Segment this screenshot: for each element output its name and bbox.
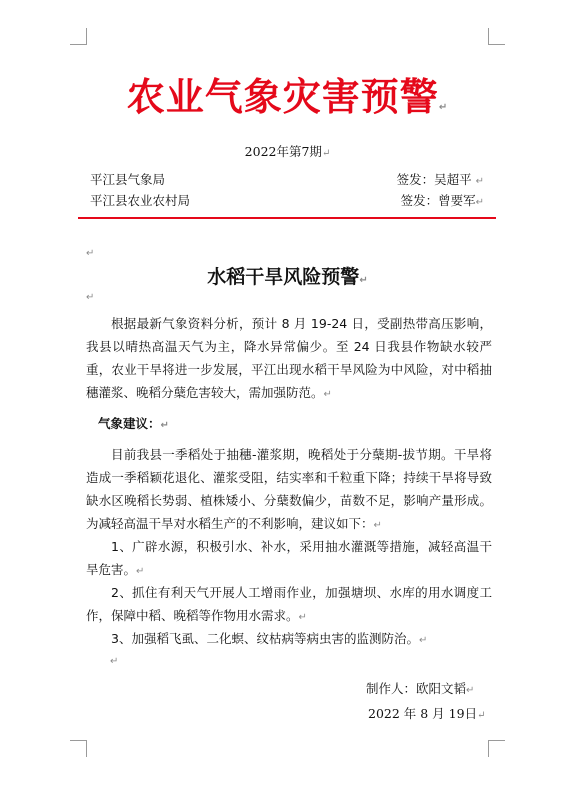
date-text: 2022 年 8 月 19日 bbox=[368, 706, 478, 721]
advice-paragraph[interactable] bbox=[86, 443, 492, 537]
paragraph-mark-icon: ↵ bbox=[373, 520, 382, 531]
paragraph-mark-icon: ↵ bbox=[477, 710, 486, 721]
paragraph-mark-icon: ↵ bbox=[418, 635, 428, 646]
paragraph-mark-icon: ↵ bbox=[160, 420, 169, 431]
paragraph-mark-icon: ↵ bbox=[438, 102, 449, 113]
advice-item-1[interactable] bbox=[86, 535, 492, 583]
advice-item-3[interactable] bbox=[86, 627, 492, 652]
issuer-2: 平江县农业农村局 bbox=[90, 193, 191, 208]
crop-mark-bottom-right bbox=[488, 740, 505, 757]
advice-text: 目前我县一季稻处于抽穗-灌浆期，晚稻处于分蘖期-拔节期。干旱将造成一季稻颖花退化、灌浆受阻，结实率和千粒重下降；持续干旱将导致缺水区晚稻长势弱、植株矮小、分蘖数偏少，苗数不足，影响产量形成。为减轻高温干旱对水稻生产的不利影响，建议如下： bbox=[86, 447, 492, 531]
paragraph-mark-icon: ↵ bbox=[86, 292, 95, 303]
paragraph-mark-icon: ↵ bbox=[136, 566, 145, 577]
paragraph-mark-icon: ↵ bbox=[323, 389, 332, 400]
document-title[interactable] bbox=[0, 74, 575, 131]
author-text: 制作人：欧阳文韬 bbox=[366, 681, 467, 696]
paragraph-mark-icon: ↵ bbox=[475, 176, 484, 187]
issue-text: 2022年第7期 bbox=[244, 144, 322, 159]
item-2-text: 2、抓住有利天气开展人工增雨作业，加强塘坝、水库的用水调度工作，保障中稻、晚稻等作物用水需求。 bbox=[86, 585, 492, 623]
author-line[interactable] bbox=[366, 679, 474, 697]
signer-2: 签发：曾要军↵ bbox=[400, 193, 484, 208]
paragraph-mark-icon: ↵ bbox=[359, 275, 368, 286]
paragraph-mark-icon: ↵ bbox=[110, 656, 119, 667]
intro-paragraph[interactable] bbox=[86, 312, 492, 406]
paragraph-mark-icon: ↵ bbox=[466, 685, 475, 696]
paragraph-mark-icon: ↵ bbox=[321, 148, 331, 159]
red-separator-line bbox=[78, 217, 496, 219]
advice-item-2[interactable] bbox=[86, 581, 492, 629]
paragraph-mark-icon: ↵ bbox=[298, 612, 307, 623]
item-3-text: 3、加强稻飞虱、二化螟、纹枯病等病虫害的监测防治。 bbox=[111, 631, 419, 646]
heading-text: 水稻干旱风险预警 bbox=[207, 266, 360, 288]
issue-number[interactable] bbox=[0, 142, 575, 160]
title-text: 农业气象灾害预警 bbox=[126, 75, 439, 119]
paragraph-mark-icon: ↵ bbox=[475, 197, 484, 208]
issuer-1: 平江县气象局 bbox=[90, 172, 166, 187]
advice-label[interactable] bbox=[86, 412, 492, 437]
crop-mark-top-right bbox=[488, 28, 505, 45]
advice-label-text: 气象建议： bbox=[98, 416, 161, 431]
intro-text: 根据最新气象资料分析，预计 8 月 19-24 日，受副热带高压影响，我县以晴热高温天气为主，降水异常偏少。至 24 日我县作物缺水较严重，农业干旱将进一步发展，平江出现水稻干旱风险为中风险，对中稻抽穗灌浆、晚稻分蘖危害较大，需加强防范。 bbox=[86, 316, 492, 400]
paragraph-mark-icon: ↵ bbox=[86, 248, 95, 259]
crop-mark-top-left bbox=[70, 28, 87, 45]
notice-heading[interactable] bbox=[0, 262, 575, 289]
signer-1: 签发：吴超平 ↵ bbox=[396, 172, 484, 187]
item-1-text: 1、广辟水源，积极引水、补水，采用抽水灌溉等措施，减轻高温干旱危害。 bbox=[86, 539, 492, 577]
crop-mark-bottom-left bbox=[70, 740, 87, 757]
date-line[interactable] bbox=[368, 704, 485, 722]
